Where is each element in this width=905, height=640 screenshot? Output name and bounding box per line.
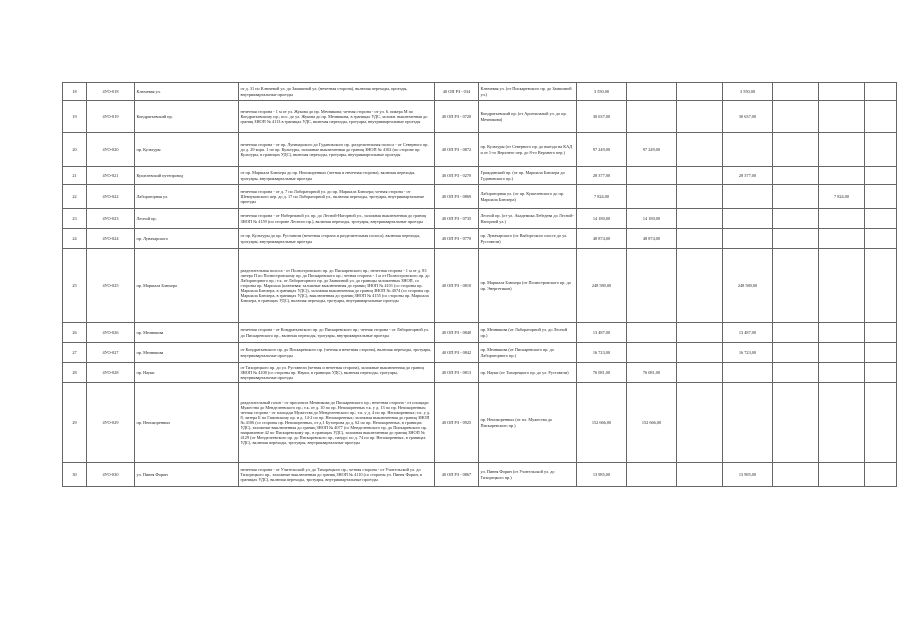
area-col-5 (819, 167, 865, 185)
row-number: 26 (63, 323, 87, 343)
area-col-4 (773, 463, 819, 487)
area-col-1: 76 081,00 (627, 363, 677, 383)
object-name: пр. Культуры (135, 133, 239, 167)
area-col-6 (865, 249, 897, 323)
road-id: 40 ОП РЗ - 0842 (435, 343, 479, 363)
route-description: пр. Культуры (от Северного пр. до выезда на КАД и от 1-го Верхнего пер. до 8-го Верхнего пер.) (479, 133, 577, 167)
route-description: пр. Луначарского (от Выборгского шоссе до ул. Руставели) (479, 229, 577, 249)
road-id: 40 ОП РЗ - 0810 (435, 249, 479, 323)
area-col-3 (723, 363, 773, 383)
area-col-5 (819, 363, 865, 383)
area-col-5 (819, 229, 865, 249)
road-id: 40 ОП РЗ - 0270 (435, 167, 479, 185)
object-name: пр. Науки (135, 363, 239, 383)
area-col-4 (773, 363, 819, 383)
object-name: Кушелевский путепровод (135, 167, 239, 185)
table-row (63, 463, 897, 487)
route-description: Лесной пр. (от ул. Академика Лебедева до Лесной-Нагорной ул.) (479, 209, 577, 229)
area-col-3 (723, 383, 773, 463)
object-name: пр. Непокоренных (135, 383, 239, 463)
area-col-3 (723, 229, 773, 249)
route-description: Кондратьевский пр. (от Арсенальной ул. до пр. Мечникова) (479, 101, 577, 133)
total-area: 48 874,00 (577, 229, 627, 249)
area-col-4 (773, 83, 819, 101)
section-code: 4УО-025 (87, 249, 135, 323)
area-col-1: 14 180,00 (627, 209, 677, 229)
area-col-6 (865, 229, 897, 249)
area-col-6 (865, 363, 897, 383)
area-col-4 (773, 383, 819, 463)
area-col-2 (677, 83, 723, 101)
area-col-5 (819, 323, 865, 343)
area-col-3: 13 985,00 (723, 463, 773, 487)
area-col-6 (865, 323, 897, 343)
area-col-6 (865, 383, 897, 463)
area-col-1 (627, 167, 677, 185)
area-col-3 (723, 209, 773, 229)
road-id: 40 ОП РЗ - 0840 (435, 323, 479, 343)
route-description: Ключевая ул. (от Пискаревского пр. до Замшиной ул.) (479, 83, 577, 101)
area-col-6 (865, 101, 897, 133)
object-name: пр. Мечникова (135, 343, 239, 363)
total-area: 13 487,00 (577, 323, 627, 343)
area-col-3 (723, 185, 773, 209)
row-number: 25 (63, 249, 87, 323)
row-number: 30 (63, 463, 87, 487)
area-col-1: 97 249,00 (627, 133, 677, 167)
area-col-3: 13 487,00 (723, 323, 773, 343)
area-col-2 (677, 323, 723, 343)
road-id: 40 ОП РЗ - 0867 (435, 463, 479, 487)
total-area: 3 550,00 (577, 83, 627, 101)
section-code: 4УО-026 (87, 323, 135, 343)
area-col-6 (865, 209, 897, 229)
area-col-2 (677, 249, 723, 323)
object-name: пр. Маршала Блюхера (135, 249, 239, 323)
table-row (63, 383, 897, 463)
area-col-4 (773, 101, 819, 133)
boundary-description: нечетная сторона - от пр. Луначарского до Гудановского пр. ;разделительная полоса - от Северного пр. до д. 29 корп. 1 по пр. Культуры, заложные выключенная до границ ЗНОП № 4102 (по стороне пр. Культуры, в границах УДС), включая переходы, тротуары, внутриквартальные проезды (239, 133, 435, 167)
road-id: 40 ОП РЗ - 0813 (435, 363, 479, 383)
boundary-description: от Кондратьевского пр. до Пискаревского пр. (четная и нечетная сторона), включая переходы, тротуары, внутриквартальные проезды (239, 343, 435, 363)
section-code: 4УО-028 (87, 363, 135, 383)
boundary-description: от пр. Культуры до пр. Руставели (нечетная сторона и разделительная полоса), включая переходы, тротуары, внутриквартальные проезды (239, 229, 435, 249)
area-col-5 (819, 83, 865, 101)
section-code: 4УО-023 (87, 209, 135, 229)
object-name: Лесной пр. (135, 209, 239, 229)
road-id: 40 ОП РЗ - 0735 (435, 209, 479, 229)
area-col-2 (677, 167, 723, 185)
boundary-description: нечетная сторона - от Набережной ул. пр. до Лесной-Нагорной ул., заложная выключенная до границ ЗНОП № 4159 (по стороне Лесного пр.), включая переходы, тротуары, внутриквартальные проезды (239, 209, 435, 229)
area-col-3 (723, 133, 773, 167)
area-col-3: 3 550,00 (723, 83, 773, 101)
total-area: 97 249,00 (577, 133, 627, 167)
boundary-description: разделительная полоса - от Полюстровского пр. до Пискаревского пр.; нечетная сторона - 1 м от д. 83 литера П по Полюстровскому пр. до Пискаревского пр.; четная сторона - 1 м от Полюстровского пр. до Лабораторного пр.; т.к. от Лабораторного пр. до Замшиной ул. до границы заложенных ЗНОП, со стороны пр. Маршала (ключевая: заложные выключенная до границ ЗНОП № 4101 (со стороны пр. Маршала Блюхера, в границах УДС)), заложная выключенная до границ ЗНОП № 4074 (со стороны пр. Маршала Блюхера, в границах УДС), выключенная до границ ЗНОП № 4155 (со стороны пр. Маршала Блюхера, в границах УДС), включая переходы, тротуары, внутриквартальные проезды (239, 249, 435, 323)
row-number: 19 (63, 101, 87, 133)
road-id: 40 ОП РЗ - 0720 (435, 101, 479, 133)
boundary-description: от д. 31 по Ключевой ул. до Замшиной ул. (нечетная сторона), включая переходы, проезды, внутриквартальные проезды (239, 83, 435, 101)
object-name: ул. Пинея Форин (135, 463, 239, 487)
section-code: 4УО-018 (87, 83, 135, 101)
area-col-1 (627, 83, 677, 101)
boundary-description: от Тихорецкого пр. до ул. Руставели (четная и нечетная сторона), заложные выключенная до границ ЗНОП № 4108 (со стороны пр. Науки, в границах УДС), включая переходы, тротуары, внутриквартальные проезды (239, 363, 435, 383)
area-col-4 (773, 249, 819, 323)
area-col-1 (627, 185, 677, 209)
road-sections-table (62, 82, 897, 487)
area-col-5: 7 824,00 (819, 185, 865, 209)
area-col-2 (677, 133, 723, 167)
area-col-1 (627, 463, 677, 487)
total-area: 152 666,00 (577, 383, 627, 463)
route-description: ул. Пинея Форин (от Учительской ул. до Тихорецкого пр.) (479, 463, 577, 487)
area-col-6 (865, 167, 897, 185)
table-row (63, 209, 897, 229)
area-col-1: 152 666,00 (627, 383, 677, 463)
area-col-4 (773, 229, 819, 249)
section-code: 4УО-029 (87, 383, 135, 463)
area-col-5 (819, 249, 865, 323)
area-col-4 (773, 185, 819, 209)
area-col-2 (677, 185, 723, 209)
area-col-3: 28 377,00 (723, 167, 773, 185)
total-area: 28 377,00 (577, 167, 627, 185)
route-description: пр. Науки (от Тихорецкого пр. до ул. Руставели) (479, 363, 577, 383)
area-col-3: 248 580,00 (723, 249, 773, 323)
route-description: Гражданский пр. (от пр. Маршала Блюхера до Гудановского пр.) (479, 167, 577, 185)
table-row (63, 343, 897, 363)
area-col-2 (677, 383, 723, 463)
section-code: 4УО-024 (87, 229, 135, 249)
total-area: 7 824,00 (577, 185, 627, 209)
total-area: 76 081,00 (577, 363, 627, 383)
area-col-5 (819, 101, 865, 133)
area-col-3: 16 723,00 (723, 343, 773, 363)
row-number: 29 (63, 383, 87, 463)
row-number: 21 (63, 167, 87, 185)
road-id: 40 ОП РЗ - 0869 (435, 185, 479, 209)
area-col-4 (773, 167, 819, 185)
table-row (63, 101, 897, 133)
area-col-1 (627, 343, 677, 363)
boundary-description: разделительный газон - от проспекта Мечникова до Пискаревского пр.; нечетная сторона - от площади Мужества до Менделеевского пр.; т.к. от д. 10 по пр. Непокоренных т.к. у д. 13 по пр. Непокоренных; четная сторона - от площади Мужества до Менделеевского пр.; т.к. у д. 4 по пр. Непокоренных; т.к. у д. 8, литера Б по Гамовскому пр. и д. 14-2 по пр. Непокоренных; заложная выключенная до границ ЗНОП № 4106 (со стороны пр. Непокоренных, от д.1 Бутлерова до д. 62 по пр. Непокоренных, в границах УДС), заложные выключенная до границ ЗНОП № 4077 (со Менделеевского пр. до Пискаревского пр. направление 42 по Пискаревскому пр., в границах УДС), заложная выключенная до границ ЗНОП № 4129 (от Менделеевского пр. до Пискаревского пр., пандус по д. 74 по пр. Непокоренных, в границах УДС), включая переходы, тротуары, внутриквартальные проезды (239, 383, 435, 463)
row-number: 27 (63, 343, 87, 363)
area-col-6 (865, 133, 897, 167)
area-col-4 (773, 343, 819, 363)
total-area: 16 723,00 (577, 343, 627, 363)
section-code: 4УО-027 (87, 343, 135, 363)
object-name: пр. Луначарского (135, 229, 239, 249)
area-col-4 (773, 323, 819, 343)
road-id: 40 ОП РЗ - 034 (435, 83, 479, 101)
area-col-5 (819, 343, 865, 363)
area-col-6 (865, 83, 897, 101)
area-col-3: 30 637,00 (723, 101, 773, 133)
area-col-2 (677, 209, 723, 229)
table-row (63, 167, 897, 185)
object-name: пр. Мечникова (135, 323, 239, 343)
section-code: 4УО-021 (87, 167, 135, 185)
row-number: 23 (63, 209, 87, 229)
document-page (62, 82, 850, 487)
area-col-6 (865, 343, 897, 363)
route-description: пр. Мечникова (от Пискаревского пр. до Лабораторного пр.) (479, 343, 577, 363)
area-col-2 (677, 229, 723, 249)
road-id: 40 ОП РЗ - 0770 (435, 229, 479, 249)
boundary-description: нечетная сторона - от д. 7 по Лабораторной ул. до пр. Маршала Блюхера; четная сторона - от Шевчуковского пер. до д. 17 по Лабораторной ул., включая переходы, тротуары, внутриквартальные проезды (239, 185, 435, 209)
area-col-2 (677, 343, 723, 363)
boundary-description: нечетная сторона - 1 м от ул. Жукова до пр. Мечникова; четная сторона - от ул. 6. пикера М по Кондратьевскому пр.; пос. до ул. Жукова до пр. Мечникова, в границах УДС, заложн. выключенная до границ ЗНОП № 4113 в границах УДС, включая переходы, тротуары, внутриквартальные проезды (239, 101, 435, 133)
boundary-description: нечетная сторона - от Кондратьевского пр. до Пискаревского пр.; четная сторона - от Лабораторной ул. до Пискаревского пр., включая переходы, тротуары, внутриквартальные проезды (239, 323, 435, 343)
area-col-2 (677, 101, 723, 133)
section-code: 4УО-019 (87, 101, 135, 133)
area-col-4 (773, 133, 819, 167)
area-col-1 (627, 323, 677, 343)
object-name: Ключевая ул. (135, 83, 239, 101)
area-col-5 (819, 133, 865, 167)
area-col-4 (773, 209, 819, 229)
area-col-6 (865, 463, 897, 487)
row-number: 18 (63, 83, 87, 101)
table-row (63, 229, 897, 249)
table-row (63, 133, 897, 167)
section-code: 4УО-022 (87, 185, 135, 209)
table-row (63, 249, 897, 323)
table-row (63, 83, 897, 101)
route-description: пр. Маршала Блюхера (от Полюстровского пр. до пр. Энергетиков) (479, 249, 577, 323)
total-area: 30 637,00 (577, 101, 627, 133)
area-col-1: 48 874,00 (627, 229, 677, 249)
object-name: Лабораторная ул. (135, 185, 239, 209)
total-area: 13 985,00 (577, 463, 627, 487)
section-code: 4УО-030 (87, 463, 135, 487)
area-col-5 (819, 383, 865, 463)
total-area: 248 580,00 (577, 249, 627, 323)
route-description: пр. Непокоренных (от пл. Мужества до Пискаревского пр.) (479, 383, 577, 463)
route-description: пр. Мечникова (от Лабораторной ул. до Лесной пр.) (479, 323, 577, 343)
area-col-1 (627, 249, 677, 323)
section-code: 4УО-020 (87, 133, 135, 167)
area-col-2 (677, 363, 723, 383)
area-col-1 (627, 101, 677, 133)
boundary-description: нечетная сторона - от Учительской ул. до Тихорецкого пр.; четная сторона - от Учительской ул. до Тихорецкого пр., заложные выключенная до границ ЗНОП № 4110 (со стороны ул. Пинея Форин, в границах УДС), включая переходы, тротуары, внутриквартальные проезды (239, 463, 435, 487)
row-number: 22 (63, 185, 87, 209)
table-row (63, 363, 897, 383)
object-name: Кондратьевский пр. (135, 101, 239, 133)
total-area: 14 180,00 (577, 209, 627, 229)
row-number: 24 (63, 229, 87, 249)
row-number: 20 (63, 133, 87, 167)
road-id: 40 ОП РЗ - 0872 (435, 133, 479, 167)
area-col-5 (819, 463, 865, 487)
table-row (63, 185, 897, 209)
route-description: Лабораторная ул. (от пр. Кушелевского до пр. Маршала Блюхера) (479, 185, 577, 209)
road-id: 40 ОП РЗ - 0925 (435, 383, 479, 463)
row-number: 28 (63, 363, 87, 383)
area-col-5 (819, 209, 865, 229)
area-col-2 (677, 463, 723, 487)
table-row (63, 323, 897, 343)
boundary-description: от пр. Маршала Блюхера до пр. Непокоренных (четная и нечетная сторона), включая переходы, тротуары, внутриквартальные проезды (239, 167, 435, 185)
area-col-6 (865, 185, 897, 209)
